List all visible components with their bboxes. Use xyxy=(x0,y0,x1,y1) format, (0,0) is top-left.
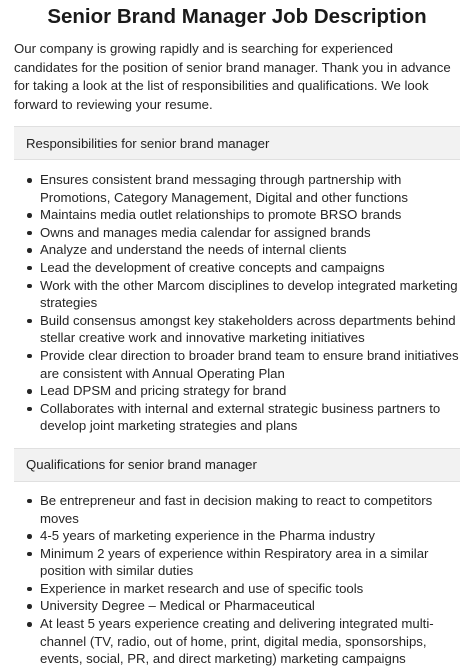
list-item: Provide clear direction to broader brand team to ensure brand initiatives are consistent with Annual Operating Plan xyxy=(26,347,460,382)
list-item: Ensures consistent brand messaging through partnership with Promotions, Category Management, Digital and other functions xyxy=(26,171,460,206)
list-item: 4-5 years of marketing experience in the Pharma industry xyxy=(26,527,460,545)
list-item: Analyze and understand the needs of internal clients xyxy=(26,241,460,259)
list-item: Experience in market research and use of specific tools xyxy=(26,580,460,598)
intro-paragraph: Our company is growing rapidly and is searching for experienced candidates for the position of senior brand manager. Thank you in advance for taking a look at the list of responsibilities and qualifications. We look forward to reviewing your resume. xyxy=(14,41,451,112)
responsibilities-heading: Responsibilities for senior brand manager xyxy=(14,126,460,160)
list-item: Lead DPSM and pricing strategy for brand xyxy=(26,382,460,400)
list-item: Collaborates with internal and external strategic business partners to develop joint marketing strategies and plans xyxy=(26,400,460,435)
list-item: Build consensus amongst key stakeholders across departments behind stellar creative work and innovative marketing initiatives xyxy=(26,312,460,347)
list-item: Maintains media outlet relationships to promote BRSO brands xyxy=(26,206,460,224)
qualifications-list xyxy=(14,492,460,668)
list-item: Owns and manages media calendar for assigned brands xyxy=(26,224,460,242)
list-item: At least 5 years experience creating and delivering integrated multi-channel (TV, radio, out of home, print, digital media, sponsorships, events, social, PR, and direct marketing) marketing campaigns xyxy=(26,615,460,668)
list-item: Be entrepreneur and fast in decision making to react to competitors moves xyxy=(26,492,460,527)
qualifications-heading: Qualifications for senior brand manager xyxy=(14,448,460,482)
list-item: Minimum 2 years of experience within Respiratory area in a similar position with similar duties xyxy=(26,545,460,580)
list-item: University Degree – Medical or Pharmaceutical xyxy=(26,597,460,615)
list-item: Work with the other Marcom disciplines to develop integrated marketing strategies xyxy=(26,277,460,312)
page-title: Senior Brand Manager Job Description xyxy=(47,5,427,28)
responsibilities-list xyxy=(14,171,460,435)
list-item: Lead the development of creative concepts and campaigns xyxy=(26,259,460,277)
